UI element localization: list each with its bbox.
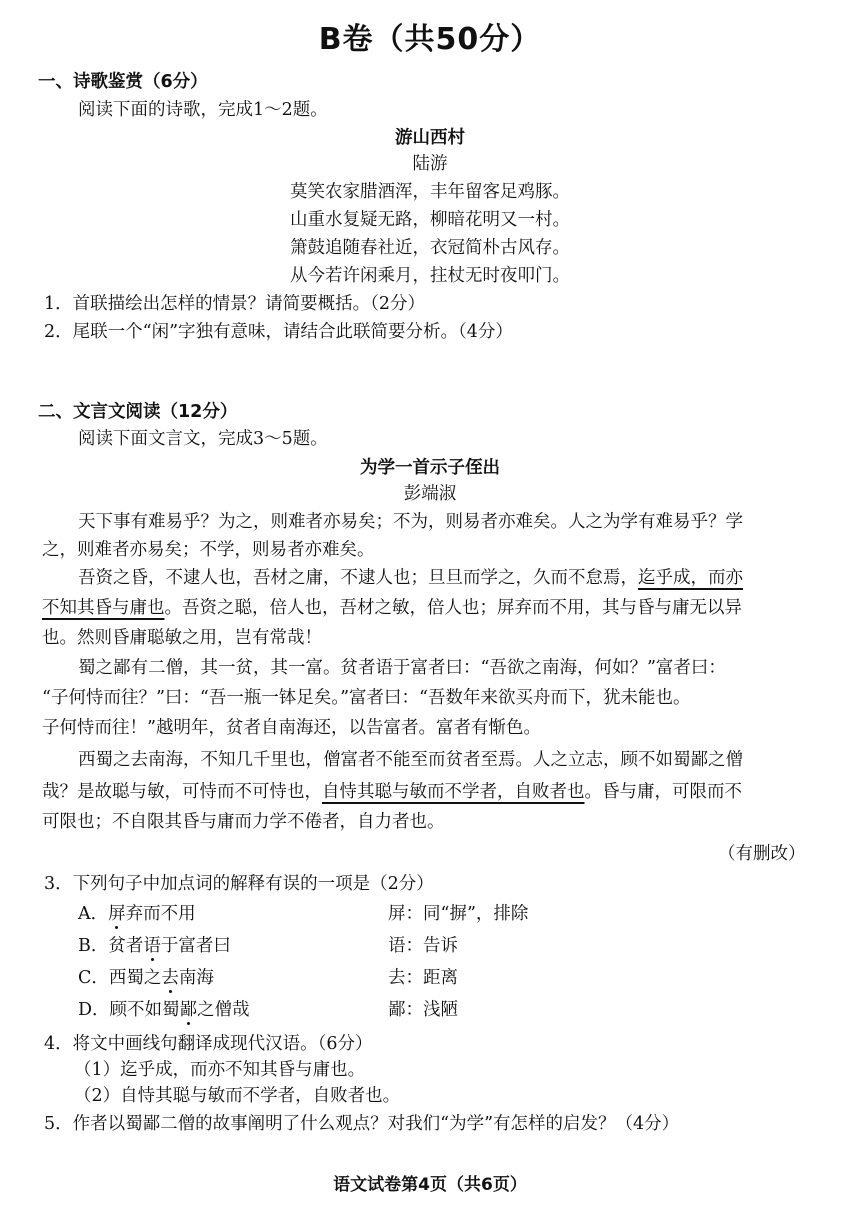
dotted-word-qu: 去 [130, 750, 148, 770]
essay-author: 彭端淑 [403, 484, 457, 504]
paragraph-2-line-1: 吾资之昏，不逮人也，吾材之庸，不逮人也；旦旦而学之，久而不怠焉，迄乎成，而亦 [78, 568, 743, 588]
option-a-explanation: 屏：同“摒”，排除 [388, 904, 529, 924]
paragraph-4-line-1: 西蜀之去南海，不知几千里也，僧富者不能至而贫者至焉。人之立志，顾不如蜀鄙之僧 [78, 750, 743, 770]
dotted-word-yu: 语 [375, 658, 393, 678]
page-footer: 语文试卷第4页（共6页） [333, 1175, 527, 1195]
option-d-dotted-word: 鄙 [179, 1000, 198, 1020]
essay-title: 为学一首示子侄出 [360, 458, 500, 478]
underlined-sentence-1b: 不知其昏与庸也 [42, 598, 165, 618]
question-2: 2．尾联一个“闲”字独有意味，请结合此联简要分析。（4分） [44, 322, 513, 342]
option-b-explanation: 语：告诉 [388, 936, 458, 956]
section-title: B卷（共50分） [318, 22, 542, 57]
poetry-instruction: 阅读下面的诗歌，完成1～2题。 [78, 100, 328, 120]
question-4-sentence-2: （2）自恃其聪与敏而不学者，自败者也。 [74, 1086, 401, 1106]
underlined-sentence-1a: 迄乎成，而亦 [638, 568, 743, 588]
option-b-dotted-word: 语 [143, 936, 161, 956]
poem-line-4: 从今若许闲乘月，拄杖无时夜叩门。 [290, 266, 570, 286]
paragraph-2-line-2: 不知其昏与庸也。吾资之聪，倍人也，吾材之敏，倍人也；屏弃而不用，其与昏与庸无以异 [42, 598, 742, 618]
poem-author: 陆游 [412, 154, 448, 174]
question-3: 3．下列句子中加点词的解释有误的一项是（2分） [44, 874, 434, 894]
option-c-dotted-word: 去 [161, 968, 179, 988]
poem-title: 游山西村 [395, 128, 465, 148]
question-1: 1．首联描绘出怎样的情景？请简要概括。（2分） [44, 294, 426, 314]
option-a-dotted-word: 屏 [108, 904, 126, 924]
underlined-sentence-2: 自恃其聪与敏而不学者，自败者也 [322, 782, 585, 802]
paragraph-3-line-1: 蜀之鄙有二僧，其一贫，其一富。贫者语于富者曰：“吾欲之南海，何如？”富者曰： [78, 658, 726, 678]
classical-heading: 二、文言文阅读（12分） [38, 402, 238, 422]
question-5: 5．作者以蜀鄙二僧的故事阐明了什么观点？对我们“为学”有怎样的启发？（4分） [44, 1114, 680, 1134]
abridged-note: （有删改） [718, 844, 806, 864]
option-c-explanation: 去：距离 [388, 968, 458, 988]
option-d-explanation: 鄙：浅陋 [388, 1000, 458, 1020]
classical-instruction: 阅读下面文言文，完成3～5题。 [78, 429, 328, 449]
poem-line-1: 莫笑农家腊酒浑，丰年留客足鸡豚。 [290, 182, 570, 202]
dotted-word-bi: 鄙 [690, 750, 708, 770]
dotted-word-ping: 屏 [497, 598, 515, 618]
poem-line-2: 山重水复疑无路，柳暗花明又一村。 [290, 210, 570, 230]
paragraph-4-line-2: 哉？是故聪与敏，可恃而不可恃也，自恃其聪与敏而不学者，自败者也。昏与庸，可限而不 [42, 782, 742, 802]
paragraph-2-line-3: 也。然则昏庸聪敏之用，岂有常哉！ [42, 628, 322, 648]
question-4: 4．将文中画线句翻译成现代汉语。（6分） [44, 1034, 373, 1054]
paragraph-1-line-1: 天下事有难易乎？为之，则难者亦易矣；不为，则易者亦难矣。人之为学有难易乎？学 [78, 512, 743, 532]
paragraph-3-line-3: 子何恃而往！”越明年，贫者自南海还，以告富者。富者有惭色。 [42, 718, 541, 738]
paragraph-4-line-3: 可限也；不自限其昏与庸而力学不倦者，自力者也。 [42, 812, 445, 832]
question-4-sentence-1: （1）迄乎成，而亦不知其昏与庸也。 [74, 1060, 366, 1080]
paragraph-1-line-2: 之，则难者亦易矣；不学，则易者亦难矣。 [42, 540, 375, 560]
paragraph-3-line-2: “子何恃而往？”曰：“吾一瓶一钵足矣。”富者曰：“吾数年来欲买舟而下，犹未能也。 [42, 688, 691, 708]
poem-line-3: 箫鼓追随春社近，衣冠简朴古风存。 [290, 238, 570, 258]
exam-page: B卷（共50分） 一、诗歌鉴赏（6分） 阅读下面的诗歌，完成1～2题。 游山西村 陆游 莫笑农家腊酒浑，丰年留客足鸡豚。 山重水复疑无路，柳暗花明又一村。 箫鼓追随春社近，衣冠简朴古风存。 从今若许闲乘月，拄杖无时夜叩门。 1．首联描绘出怎样的情景？请简要概括。（2分） 2．尾联一个“闲”字独有意味，请结合此联简要分析。（4分） 二、文言文阅读（12分） 阅读下面文言文，完成3～5题。 为学一首示子侄出 彭端淑 天下事有难易乎？为之，则难者亦易矣；不为，则易者亦难矣。人之为学有难易乎？学 之，则难者亦易矣；不学，则易者亦难矣。 吾资之昏，不逮人也，吾材之庸，不逮人也；旦旦而学之，久而不怠焉，迄乎成，而亦 不知其昏与庸也。吾资之聪，倍人也，吾材之敏，倍人也；屏弃而不用，其与昏与庸无以异 也。然则昏庸聪敏之用，岂有常哉！ 蜀之鄙有二僧，其一贫，其一富。贫者语于富者曰：“吾欲之南海，何如？”富者曰： “子何恃而往？”曰：“吾一瓶一钵足矣。”富者曰：“吾数年来欲买舟而下，犹未能也。 子何恃而往！”越明年，贫者自南海还，以告富者。富者有惭色。 西蜀之去南海，不知几千里也，僧富者不能至而贫者至焉。人之立志，顾不如蜀鄙之僧 哉？是故聪与敏，可恃而不可恃也，自恃其聪与敏而不学者，自败者也。昏与庸，可限而不 可限也；不自限其昏与庸而力学不倦者，自力者也。 （有删改） 3．下列句子中加点词的解释有误的一项是（2分） A．屏弃而不用 屏：同“摒”，排除 B．贫者语于富者曰 语：告诉 C．西蜀之去南海 去：距离 D．顾不如蜀鄙之僧哉 鄙：浅陋 4．将文中画线句翻译成现代汉语。（6分） （1）迄乎成，而亦不知其昏与庸也。 （2）自恃其聪与敏而不学者，自败者也。 5．作者以蜀鄙二僧的故事阐明了什么观点？对我们“为学”有怎样的启发？（4分） 语文试卷第4页（共6页） [0, 0, 860, 1216]
poetry-heading: 一、诗歌鉴赏（6分） [38, 72, 208, 92]
